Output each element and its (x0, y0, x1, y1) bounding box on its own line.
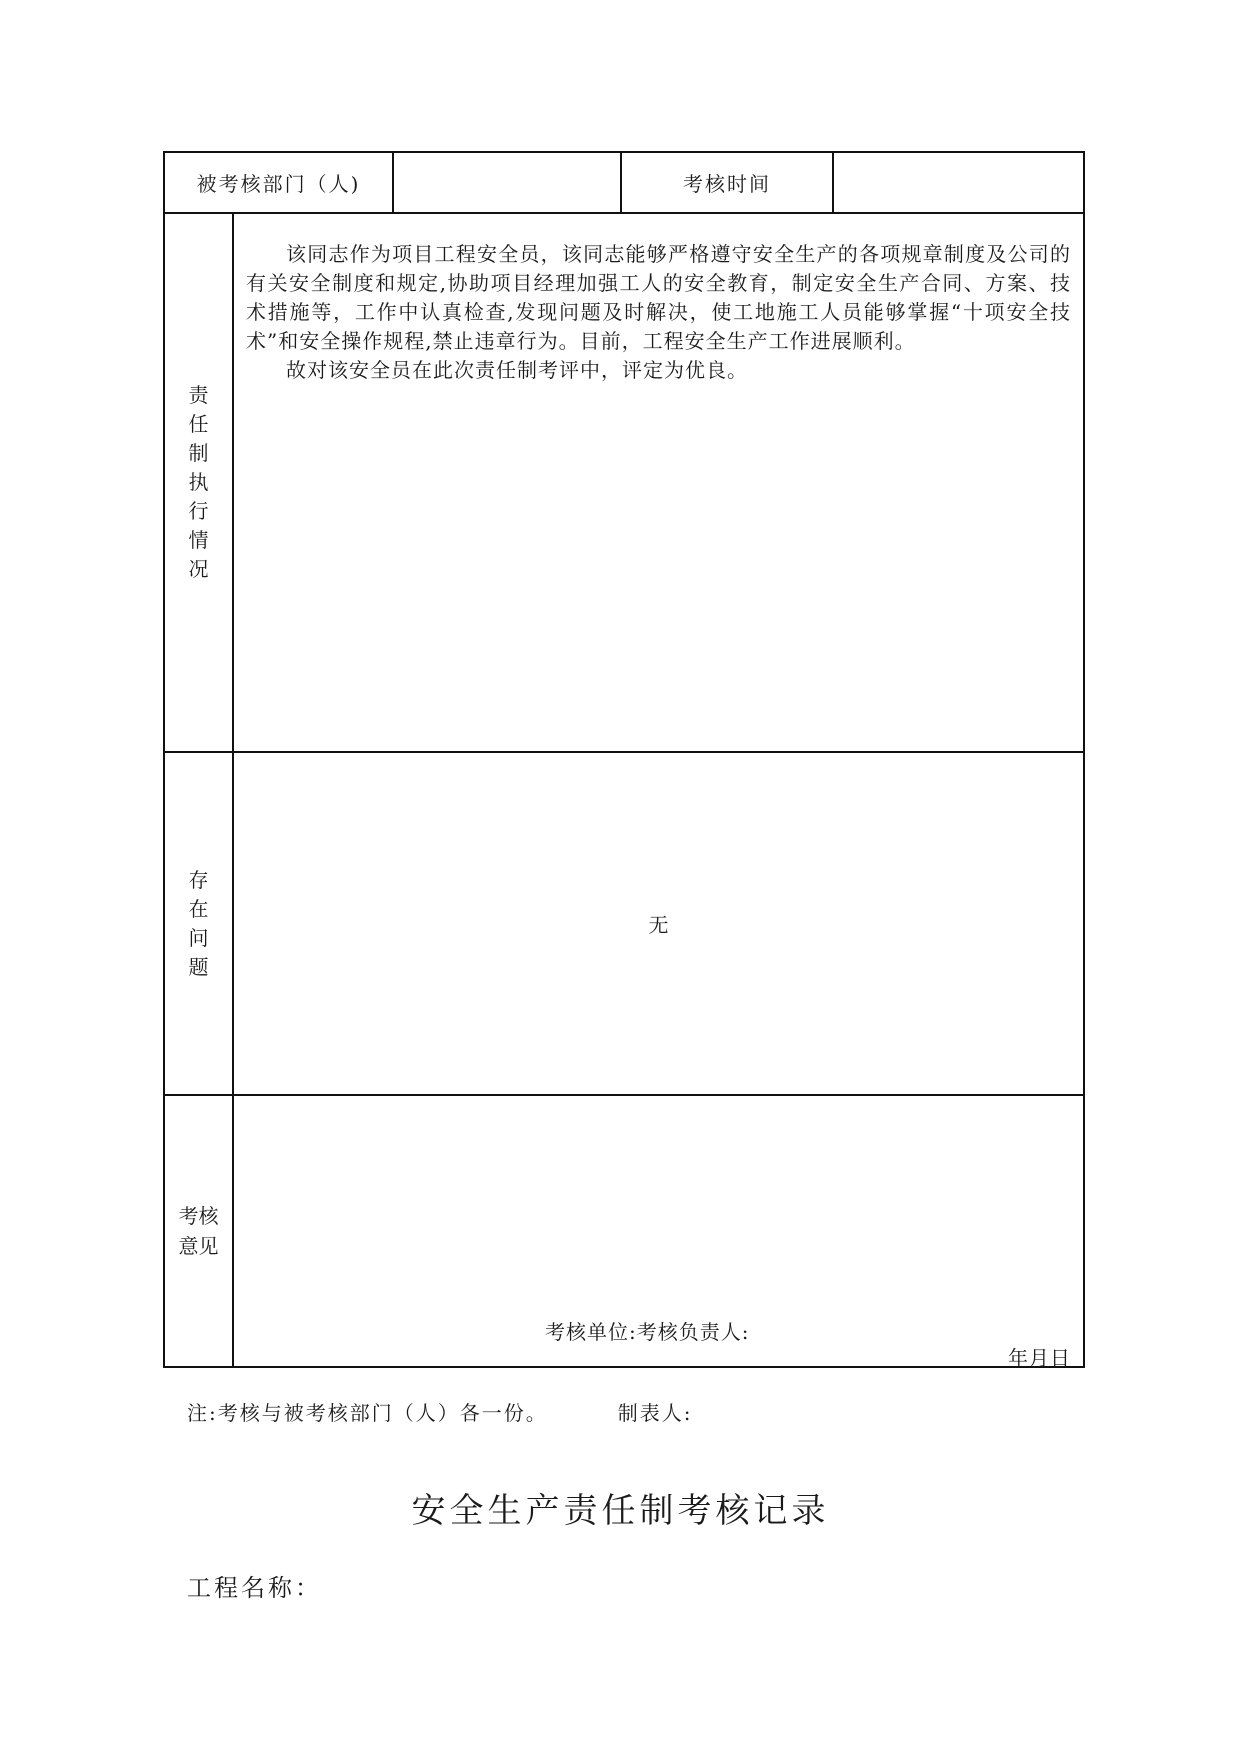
footnote (187, 1397, 693, 1426)
exec-paragraph-1: 该同志作为项目工程安全员，该同志能够严格遵守安全生产的各项规章制度及公司的有关安全制度和规定,协助项目经理加强工人的安全教育，制定安全生产合同、方案、技术措施等，工作中认真检查,发现问题及时解决，使工地施工人员能够掌握“十项安全技术”和安全操作规程,禁止违章行为。目前，工程安全生产工作进展顺利。 (246, 242, 1071, 353)
opinion-content-cell[interactable] (233, 1095, 1084, 1370)
date-line: 年月日 (1008, 1346, 1071, 1370)
issues-label-cell (164, 752, 233, 1095)
exec-content-cell (233, 213, 1084, 752)
time-label: 考核时间 (683, 172, 771, 196)
project-name-label: 工程名称： (187, 1574, 322, 1602)
exec-row (164, 213, 1084, 752)
issues-content-cell (233, 752, 1084, 1095)
assessment-form-table (163, 151, 1085, 1368)
opinion-content (234, 1096, 1083, 1370)
header-row (164, 152, 1084, 213)
opinion-row (164, 1095, 1084, 1367)
issues-label: 存在问题 (188, 867, 209, 979)
signature-line: 考核单位:考核负责人: (545, 1320, 750, 1344)
dept-label: 被考核部门（人) (196, 172, 361, 196)
exec-label-cell (164, 213, 233, 752)
dept-value-cell[interactable] (393, 152, 621, 213)
opinion-label-cell (164, 1095, 233, 1367)
issues-value: 无 (648, 913, 669, 937)
footnote-text: 注:考核与被考核部门（人）各一份。 (187, 1401, 548, 1425)
page-title: 安全生产责任制考核记录 (411, 1491, 830, 1531)
exec-content (234, 214, 1083, 385)
opinion-label: 考核意见 (178, 1204, 219, 1258)
issues-row (164, 752, 1084, 1095)
dept-label-cell (164, 152, 393, 213)
exec-paragraph-2: 故对该安全员在此次责任制考评中，评定为优良。 (286, 358, 748, 382)
time-label-cell (621, 152, 833, 213)
time-value-cell[interactable] (833, 152, 1084, 213)
exec-label: 责任制执行情况 (188, 383, 209, 581)
form-maker-label: 制表人: (617, 1401, 693, 1425)
